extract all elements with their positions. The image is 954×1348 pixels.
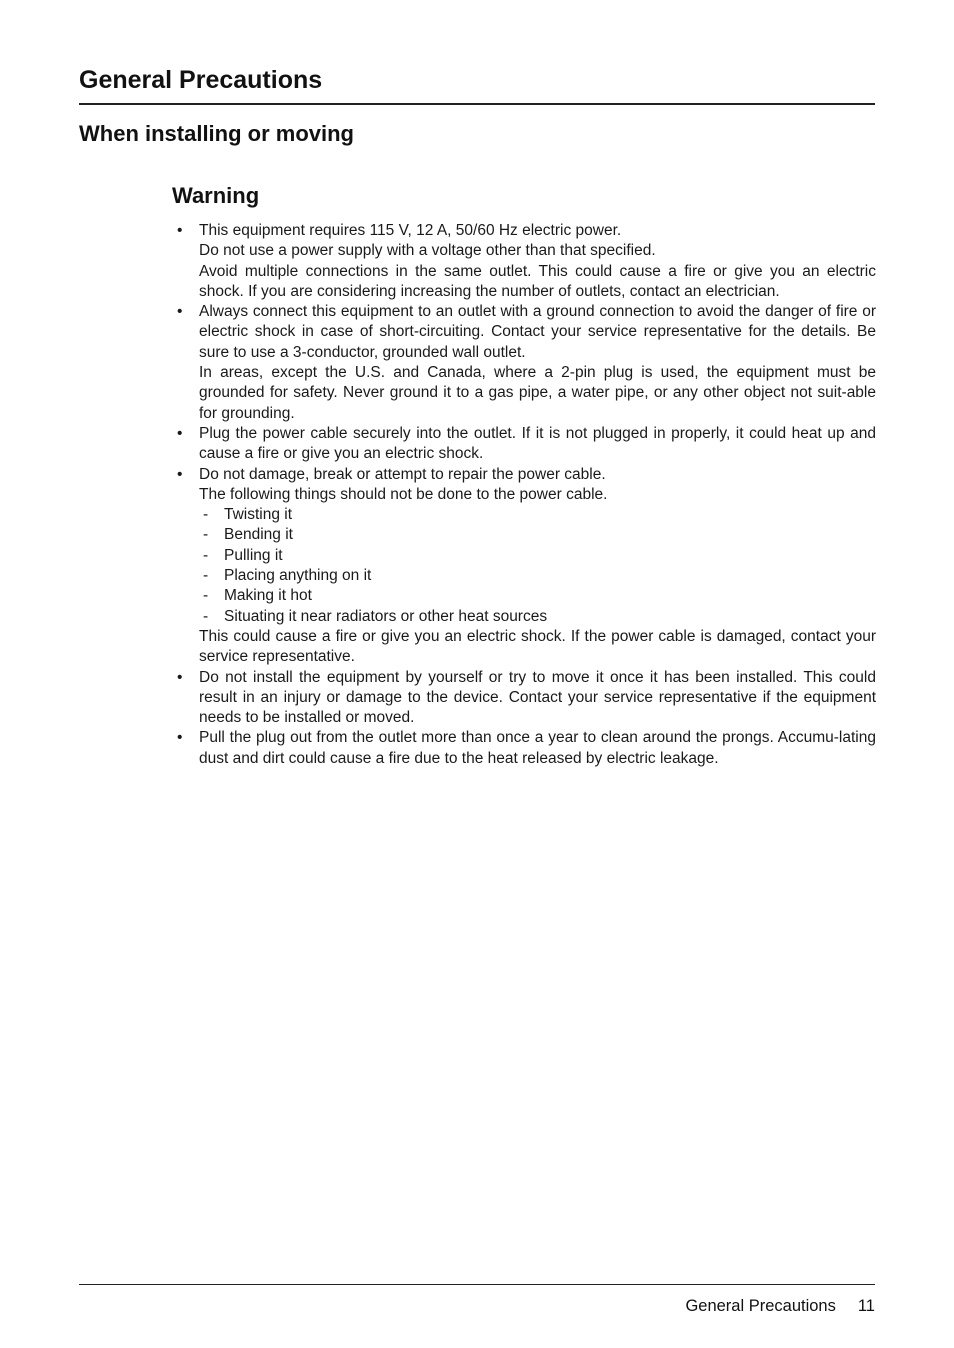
bullet-marker: • — [177, 303, 183, 321]
warning-list — [172, 221, 876, 769]
warning-item — [172, 465, 876, 668]
bullet-marker: • — [177, 668, 183, 686]
warning-paragraph: This equipment requires 115 V, 12 A, 50/60 Hz electric power. — [199, 222, 622, 239]
dash-marker: - — [203, 587, 209, 605]
page-number: 11 — [857, 1297, 875, 1315]
sub-list-item — [198, 607, 876, 627]
sub-item-text: Situating it near radiators or other heat sources — [224, 607, 548, 625]
sub-list-item — [198, 525, 876, 545]
page-footer — [685, 1295, 875, 1317]
power-cable-donts-list — [199, 505, 876, 627]
dash-marker: - — [203, 567, 209, 585]
title-divider — [79, 103, 875, 105]
sub-list-item — [198, 546, 876, 566]
warning-item — [172, 728, 876, 769]
warning-paragraph: Do not damage, break or attempt to repair the power cable. — [199, 465, 606, 483]
bullet-marker: • — [177, 729, 183, 747]
sub-list-item — [198, 505, 876, 525]
warning-paragraph: Do not use a power supply with a voltage other than that specified. — [199, 242, 656, 260]
sub-item-text: Bending it — [224, 526, 293, 544]
warning-paragraph: The following things should not be done to the power cable. — [199, 485, 608, 503]
warning-item — [172, 221, 876, 302]
dash-marker: - — [203, 526, 209, 544]
dash-marker: - — [203, 607, 209, 625]
footer-divider — [79, 1284, 875, 1285]
dash-marker: - — [203, 506, 209, 524]
warning-item — [172, 302, 876, 424]
sub-list-item — [198, 586, 876, 606]
warning-paragraph: Avoid multiple connections in the same outlet. This could cause a fire or give you an electric shock. If you are considering increasing the number of outlets, contact an electrician. — [199, 262, 876, 300]
warning-paragraph: Do not install the equipment by yourself or try to move it once it has been installed. This could result in an injury or damage to the device. Contact your service representative if the equipment needs to be installed or moved. — [199, 668, 876, 727]
section-title: When installing or moving — [79, 121, 354, 146]
warning-heading: Warning — [172, 183, 260, 208]
sub-item-text: Pulling it — [224, 546, 283, 564]
sub-item-text: Twisting it — [224, 506, 293, 524]
sub-item-text: Placing anything on it — [224, 567, 372, 585]
warning-paragraph: Plug the power cable securely into the outlet. If it is not plugged in properly, it could heat up and cause a fire or give you an electric shock. — [199, 424, 876, 463]
bullet-marker: • — [177, 465, 183, 483]
page-title: General Precautions — [79, 66, 323, 94]
warning-item — [172, 668, 876, 729]
bullet-marker: • — [177, 424, 183, 442]
warning-item — [172, 424, 876, 465]
sub-item-text: Making it hot — [224, 587, 312, 605]
warning-paragraph: In areas, except the U.S. and Canada, where a 2-pin plug is used, the equipment must be grounded for safety. Never ground it to a gas pipe, a water pipe, or any other object not suit-able for grounding. — [199, 364, 876, 422]
sub-list-item — [198, 566, 876, 586]
warning-paragraph: Always connect this equipment to an outlet with a ground connection to avoid the danger of fire or electric shock in case of short-circuiting. Contact your service representative for the details. Be sure to use a 3-conductor, grounded wall outlet. — [199, 303, 876, 361]
dash-marker: - — [203, 546, 209, 564]
footer-section-title: General Precautions — [685, 1297, 836, 1315]
warning-paragraph: This could cause a fire or give you an electric shock. If the power cable is damaged, contact your service representative. — [199, 627, 876, 666]
bullet-marker: • — [177, 222, 183, 239]
warning-paragraph: Pull the plug out from the outlet more than once a year to clean around the prongs. Accumu-lating dust and dirt could cause a fire due to the heat released by electric leakage. — [199, 729, 876, 767]
